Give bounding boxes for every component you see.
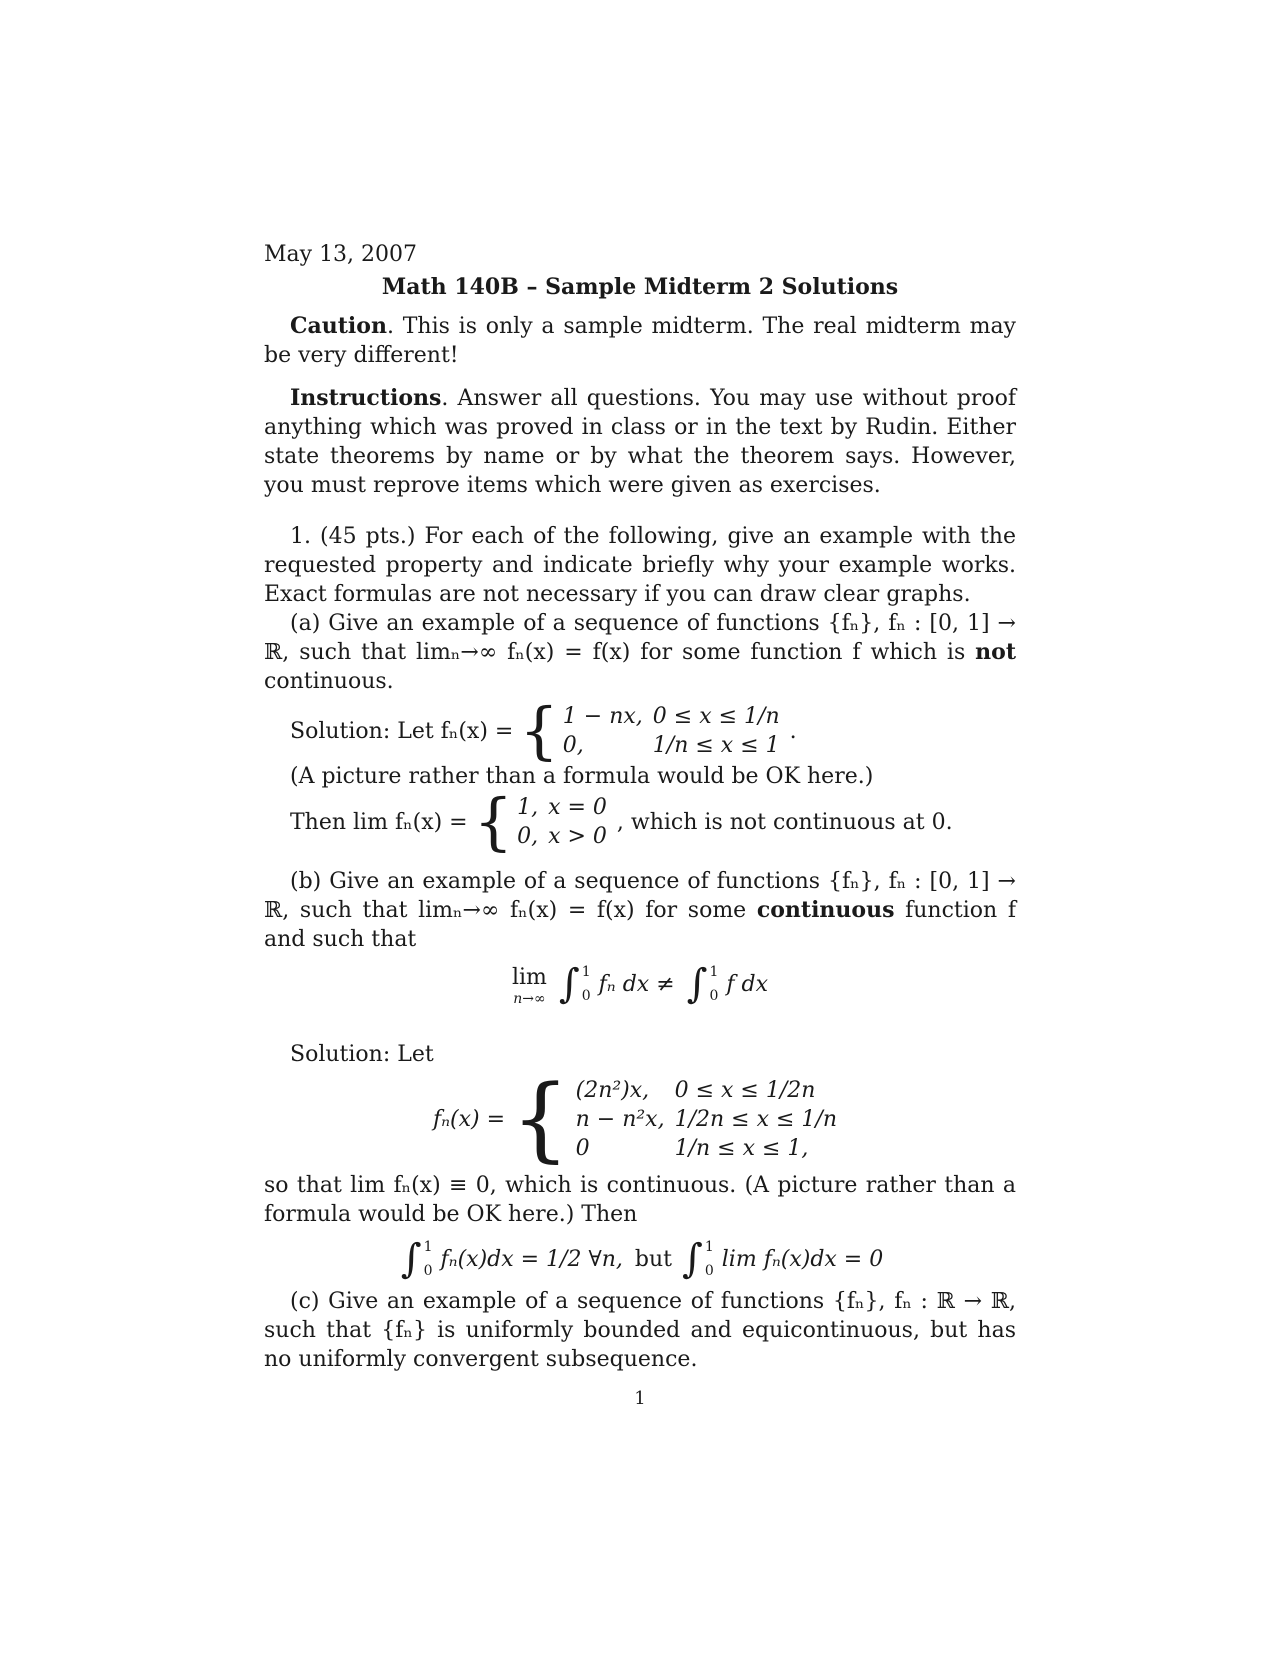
display-equation-1b-result: ∫ 1 0 fₙ(x)dx = 1/2 ∀n, but ∫ 1 0 lim fₙ(x)dx = 0 xyxy=(264,1235,1016,1283)
case-row: 1, x = 0 xyxy=(517,795,607,820)
solution-1a: Solution: Let fₙ(x) = { 1 − nx, 0 ≤ x ≤ 1/n 0, 1/n ≤ x ≤ 1 . xyxy=(290,694,797,767)
question-1a-prompt: (a) Give an example of a sequence of functions {fₙ}, fₙ : [0, 1] → ℝ, such that limₙ→∞ fₙ(x) = f(x) for some function f which is not continuous. xyxy=(264,611,1016,694)
case-row: 1 − nx, 0 ≤ x ≤ 1/n xyxy=(562,704,780,729)
integral-sign: ∫ 1 0 xyxy=(558,961,591,1007)
caution-paragraph xyxy=(264,312,1016,370)
left-brace: { xyxy=(511,1065,570,1172)
limit-operator: lim n→∞ xyxy=(511,964,547,1007)
case-row: n − n²x, 1/2n ≤ x ≤ 1/n xyxy=(575,1106,837,1132)
instructions-paragraph xyxy=(264,384,1016,500)
case-row: 0, 1/n ≤ x ≤ 1 xyxy=(562,733,780,758)
instructions-text: . Answer all questions. You may use without proof anything which was proved in class or in the text by Rudin. Either state theorems by name or by what the theorem says. However, you must reprove items which were given as exercises. xyxy=(264,386,1016,498)
cases-1b xyxy=(576,1076,847,1163)
case-row: (2n²)x, 0 ≤ x ≤ 1/2n xyxy=(575,1077,816,1103)
left-brace: { xyxy=(519,694,559,767)
integral-sign: ∫ 1 0 xyxy=(400,1236,433,1282)
then-lead: Then lim fₙ(x) = xyxy=(290,809,468,835)
display-equation-1b: lim n→∞ ∫ 1 0 fₙ dx ≠ ∫ 1 0 f dx xyxy=(511,961,769,1007)
case-row: 0, x > 0 xyxy=(517,824,607,849)
caution-text: . This is only a sample midterm. The real midterm may be very different! xyxy=(264,314,1016,368)
solution-1a-note: (A picture rather than a formula would be OK here.) xyxy=(290,764,874,789)
solution-1b-lead: Solution: Let xyxy=(290,1042,434,1067)
page-number: 1 xyxy=(634,1388,646,1409)
cases-1a-limit xyxy=(517,793,617,851)
solution-1a-lead: Solution: Let fₙ(x) = xyxy=(290,718,514,744)
solution-1b-cases: fₙ(x) = { (2n²)x, 0 ≤ x ≤ 1/2n n − n²x, 1/2n ≤ x ≤ 1/n 0 1/n ≤ x ≤ 1, xyxy=(264,1073,1016,1165)
case-row: 0 1/n ≤ x ≤ 1, xyxy=(575,1135,809,1161)
solution-1b-text: so that lim fₙ(x) ≡ 0, which is continuous. (A picture rather than a formula would be OK here.) Then xyxy=(264,1173,1016,1227)
caution-label: Caution xyxy=(290,313,387,339)
question-1b-prompt: (b) Give an example of a sequence of functions {fₙ}, fₙ : [0, 1] → ℝ, such that limₙ→∞ fₙ(x) = f(x) for some continuous function f and such that xyxy=(264,869,1016,952)
cases-1a xyxy=(563,702,790,760)
instructions-label: Instructions xyxy=(290,385,442,411)
page-title: Math 140B – Sample Midterm 2 Solutions xyxy=(381,274,899,300)
left-brace: { xyxy=(473,785,514,858)
solution-1a-then: Then lim fₙ(x) = { 1, x = 0 0, x > 0 , which is not continuous at 0. xyxy=(290,785,953,858)
integral-sign: ∫ 1 0 xyxy=(686,961,719,1007)
question-1c-prompt: (c) Give an example of a sequence of functions {fₙ}, fₙ : ℝ → ℝ, such that {fₙ} is uniformly bounded and equicontinuous, but has no uniformly convergent subsequence. xyxy=(264,1289,1016,1372)
question-1-intro: 1. (45 pts.) For each of the following, give an example with the requested property and indicate briefly why your example works. Exact formulas are not necessary if you can draw clear graphs. xyxy=(264,524,1016,607)
document-page xyxy=(264,240,1016,1374)
date: May 13, 2007 xyxy=(264,242,418,267)
integral-sign: ∫ 1 0 xyxy=(682,1236,714,1282)
